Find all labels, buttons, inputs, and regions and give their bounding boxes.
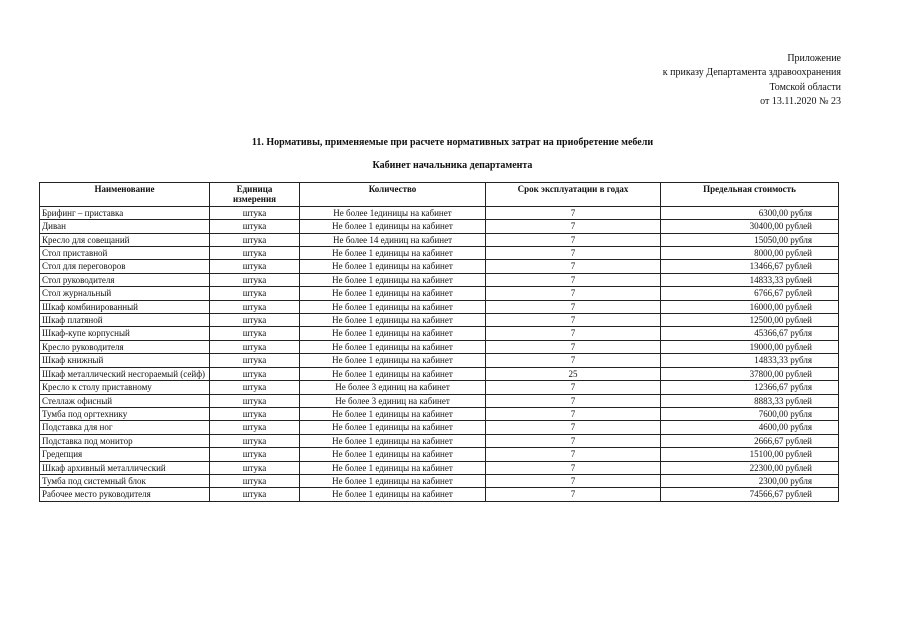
cell-price: 13466,67 рублей [661, 260, 839, 273]
table-row [40, 273, 839, 286]
cell-name: Кресло к столу приставному [40, 381, 210, 394]
subtitle: Кабинет начальника департамента [372, 160, 533, 171]
cell-lifetime: 7 [486, 233, 661, 246]
cell-lifetime: 7 [486, 300, 661, 313]
column-header-name: Наименование [40, 183, 210, 207]
column-header-price: Предельная стоимость [661, 183, 839, 207]
cell-unit: штука [210, 327, 300, 340]
cell-price: 12366,67 рубля [661, 381, 839, 394]
cell-lifetime: 7 [486, 260, 661, 273]
cell-unit: штука [210, 434, 300, 447]
cell-price: 2300,00 рубля [661, 474, 839, 487]
cell-quantity: Не более 1 единицы на кабинет [300, 407, 486, 420]
cell-quantity: Не более 1 единицы на кабинет [300, 314, 486, 327]
table-row [40, 206, 839, 219]
cell-quantity: Не более 3 единиц на кабинет [300, 394, 486, 407]
table-body [40, 206, 839, 501]
cell-name: Кресло для совещаний [40, 233, 210, 246]
cell-quantity: Не более 1единицы на кабинет [300, 206, 486, 219]
table-row [40, 247, 839, 260]
cell-unit: штука [210, 367, 300, 380]
cell-name: Стол приставной [40, 247, 210, 260]
cell-quantity: Не более 1 единицы на кабинет [300, 247, 486, 260]
table-row [40, 474, 839, 487]
cell-price: 12500,00 рублей [661, 314, 839, 327]
cell-price: 8000,00 рублей [661, 247, 839, 260]
cell-lifetime: 7 [486, 421, 661, 434]
table-row [40, 448, 839, 461]
table-row [40, 434, 839, 447]
cell-lifetime: 7 [486, 407, 661, 420]
furniture-norms-table [39, 182, 839, 502]
column-header-quantity: Количество [300, 183, 486, 207]
cell-quantity: Не более 1 единицы на кабинет [300, 488, 486, 501]
section-title: 11. Нормативы, применяемые при расчете нормативных затрат на приобретение мебели [251, 137, 654, 148]
table-row [40, 407, 839, 420]
cell-lifetime: 7 [486, 340, 661, 353]
cell-name: Шкаф архивный металлический [40, 461, 210, 474]
cell-lifetime: 7 [486, 220, 661, 233]
cell-quantity: Не более 1 единицы на кабинет [300, 434, 486, 447]
cell-unit: штука [210, 273, 300, 286]
cell-unit: штука [210, 394, 300, 407]
cell-quantity: Не более 1 единицы на кабинет [300, 367, 486, 380]
table-row [40, 260, 839, 273]
cell-lifetime: 7 [486, 394, 661, 407]
cell-price: 7600,00 рубля [661, 407, 839, 420]
cell-quantity: Не более 1 единицы на кабинет [300, 220, 486, 233]
table-row [40, 381, 839, 394]
cell-unit: штука [210, 381, 300, 394]
cell-quantity: Не более 1 единицы на кабинет [300, 287, 486, 300]
cell-price: 15050,00 рубля [661, 233, 839, 246]
cell-quantity: Не более 1 единицы на кабинет [300, 448, 486, 461]
cell-price: 15100,00 рублей [661, 448, 839, 461]
cell-unit: штука [210, 354, 300, 367]
column-header-unit-line: Единица [236, 184, 273, 194]
table-row [40, 354, 839, 367]
appendix-header [663, 52, 841, 110]
cell-lifetime: 7 [486, 434, 661, 447]
table-row [40, 327, 839, 340]
cell-price: 16000,00 рублей [661, 300, 839, 313]
appendix-line: Томской области [769, 81, 841, 93]
cell-lifetime: 7 [486, 314, 661, 327]
cell-price: 6766,67 рублей [661, 287, 839, 300]
column-header-unit [210, 183, 300, 207]
cell-unit: штука [210, 300, 300, 313]
cell-name: Рабочее место руководителя [40, 488, 210, 501]
appendix-line: к приказу Департамента здравоохранения [662, 67, 841, 79]
cell-name: Стол журнальный [40, 287, 210, 300]
cell-name: Кресло руководителя [40, 340, 210, 353]
cell-name: Стеллаж офисный [40, 394, 210, 407]
cell-name: Стол руководителя [40, 273, 210, 286]
cell-price: 2666,67 рублей [661, 434, 839, 447]
cell-unit: штука [210, 220, 300, 233]
cell-quantity: Не более 1 единицы на кабинет [300, 327, 486, 340]
cell-unit: штука [210, 287, 300, 300]
cell-name: Тумба под системный блок [40, 474, 210, 487]
cell-lifetime: 7 [486, 474, 661, 487]
cell-lifetime: 7 [486, 327, 661, 340]
table-row [40, 394, 839, 407]
cell-price: 14833,33 рублей [661, 273, 839, 286]
cell-name: Шкаф книжный [40, 354, 210, 367]
cell-quantity: Не более 1 единицы на кабинет [300, 461, 486, 474]
cell-unit: штука [210, 260, 300, 273]
cell-name: Шкаф металлический несгораемый (сейф) [40, 367, 210, 380]
cell-unit: штука [210, 474, 300, 487]
cell-price: 8883,33 рублей [661, 394, 839, 407]
cell-unit: штука [210, 461, 300, 474]
cell-name: Стол для переговоров [40, 260, 210, 273]
cell-lifetime: 7 [486, 354, 661, 367]
cell-name: Гредепция [40, 448, 210, 461]
cell-lifetime: 7 [486, 448, 661, 461]
cell-quantity: Не более 1 единицы на кабинет [300, 260, 486, 273]
table-row [40, 488, 839, 501]
cell-quantity: Не более 1 единицы на кабинет [300, 474, 486, 487]
cell-unit: штука [210, 233, 300, 246]
cell-lifetime: 7 [486, 206, 661, 219]
cell-price: 14833,33 рубля [661, 354, 839, 367]
cell-unit: штука [210, 448, 300, 461]
cell-quantity: Не более 1 единицы на кабинет [300, 300, 486, 313]
cell-unit: штука [210, 206, 300, 219]
cell-price: 19000,00 рублей [661, 340, 839, 353]
cell-lifetime: 7 [486, 287, 661, 300]
cell-name: Тумба под оргтехнику [40, 407, 210, 420]
cell-lifetime: 7 [486, 381, 661, 394]
cell-price: 37800,00 рублей [661, 367, 839, 380]
table-row [40, 233, 839, 246]
cell-quantity: Не более 3 единиц на кабинет [300, 381, 486, 394]
table-row [40, 421, 839, 434]
cell-lifetime: 7 [486, 273, 661, 286]
cell-lifetime: 25 [486, 367, 661, 380]
cell-unit: штука [210, 421, 300, 434]
appendix-line: от 13.11.2020 № 23 [760, 96, 841, 108]
cell-quantity: Не более 14 единиц на кабинет [300, 233, 486, 246]
cell-quantity: Не более 1 единицы на кабинет [300, 340, 486, 353]
cell-name: Шкаф-купе корпусный [40, 327, 210, 340]
cell-name: Шкаф комбинированный [40, 300, 210, 313]
table-header-row [40, 183, 839, 207]
cell-name: Подставка для ног [40, 421, 210, 434]
cell-lifetime: 7 [486, 461, 661, 474]
cell-price: 6300,00 рубля [661, 206, 839, 219]
cell-price: 30400,00 рублей [661, 220, 839, 233]
cell-quantity: Не более 1 единицы на кабинет [300, 421, 486, 434]
cell-quantity: Не более 1 единицы на кабинет [300, 273, 486, 286]
cell-name: Шкаф платяной [40, 314, 210, 327]
table-row [40, 461, 839, 474]
column-header-unit-line: измерения [232, 194, 277, 205]
cell-price: 74566,67 рублей [661, 488, 839, 501]
cell-name: Подставка под монитор [40, 434, 210, 447]
table-row [40, 367, 839, 380]
cell-name: Диван [40, 220, 210, 233]
cell-unit: штука [210, 340, 300, 353]
table-row [40, 287, 839, 300]
cell-unit: штука [210, 407, 300, 420]
cell-price: 22300,00 рублей [661, 461, 839, 474]
cell-lifetime: 7 [486, 488, 661, 501]
cell-lifetime: 7 [486, 247, 661, 260]
cell-name: Брифинг – приставка [40, 206, 210, 219]
table-row [40, 340, 839, 353]
table-row [40, 220, 839, 233]
cell-unit: штука [210, 314, 300, 327]
appendix-line: Приложение [787, 53, 841, 64]
table-row [40, 314, 839, 327]
cell-unit: штука [210, 488, 300, 501]
column-header-lifetime: Срок эксплуатации в годах [486, 183, 661, 207]
table-row [40, 300, 839, 313]
cell-price: 45366,67 рубля [661, 327, 839, 340]
cell-quantity: Не более 1 единицы на кабинет [300, 354, 486, 367]
cell-price: 4600,00 рубля [661, 421, 839, 434]
cell-unit: штука [210, 247, 300, 260]
